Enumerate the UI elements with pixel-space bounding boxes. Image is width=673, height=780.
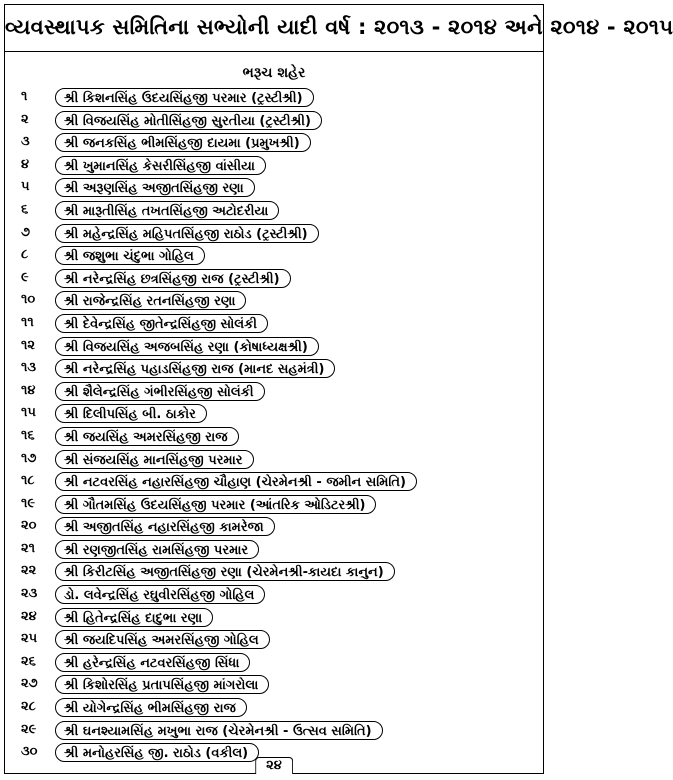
member-name: શ્રી દેવેન્દ્રસિંહ જીતેન્દ્રસિંહજી સોલંકી (55, 314, 268, 333)
member-name: શ્રી મારૂતીસિંહ તખતસિંહજી અટોદરીયા (55, 201, 279, 220)
member-name: શ્રી વિજયસિંહ અજબસિંહ રણા (કોષાધ્યક્ષશ્રી) (55, 337, 319, 356)
member-name: શ્રી અજીતસિંહ નહારસિંહજી કામરેજા (55, 517, 275, 536)
list-item (5, 245, 541, 268)
item-number: ૭ (21, 224, 31, 240)
list-item (5, 697, 541, 720)
item-number: ૩૦ (21, 744, 38, 760)
member-name: શ્રી વિજયસિંહ મોતીસિંહજી સુરતીયા (ટ્રસ્ટીશ્રી) (55, 111, 322, 130)
page-title: વ્યવસ્થાપક સમિતિના સભ્યોની યાદી વર્ષ : ૨૦૧૩ - ૨૦૧૪ અને ૨૦૧૪ - ૨૦૧૫ (5, 15, 673, 39)
list-item (5, 652, 541, 675)
item-number: ૧૭ (21, 450, 37, 466)
member-name: શ્રી નટવરસિંહ નહારસિંહજી ચૌહાણ (ચેરમેનશ્રી - જમીન સમિતિ) (55, 472, 417, 491)
item-number: ૧૯ (21, 495, 36, 511)
member-name: શ્રી જયદિપસિંહ અમરસિંહજી ગોહિલ (55, 630, 270, 649)
list-item (5, 426, 541, 449)
member-name: શ્રી રણજીતસિંહ રામસિંહજી પરમાર (55, 540, 259, 559)
list-item (5, 155, 541, 178)
list-item (5, 629, 541, 652)
list-item (5, 177, 541, 200)
list-item (5, 336, 541, 359)
item-number: ૩ (21, 134, 30, 150)
member-name: શ્રી રાજેન્દ્રસિંહ રતનસિંહજી રણા (55, 291, 246, 310)
item-number: ૧૬ (21, 427, 35, 443)
item-number: ૧૪ (21, 382, 36, 398)
item-number: ૨૩ (21, 586, 38, 602)
list-item (5, 110, 541, 133)
item-number: ૯ (21, 269, 29, 285)
list-item (5, 223, 541, 246)
list-item (5, 539, 541, 562)
item-number: ૨૬ (21, 653, 36, 669)
item-number: ૧૮ (21, 473, 35, 489)
item-number: ૧ (21, 89, 28, 104)
title-divider (5, 51, 543, 52)
list-item (5, 561, 541, 584)
item-number: ૨ (21, 111, 29, 127)
member-name: શ્રી કિશનસિંહ ઉદયસિંહજી પરમાર (ટ્રસ્ટીશ્રી) (55, 88, 314, 107)
member-name: શ્રી જયસિંહ અમરસિંહજી રાજ (55, 427, 239, 446)
item-number: ૨૧ (21, 540, 36, 556)
member-name: શ્રી કિરીટસિંહ અજીતસિંહજી રણા (ચેરમેનશ્રી-કાયદા કાનુન) (55, 562, 395, 581)
list-item (5, 607, 541, 630)
page-number: ૨૪ (255, 757, 293, 774)
member-name: શ્રી અરૂણસિંહ અજીતસિંહજી રણા (55, 178, 255, 197)
list-item (5, 132, 541, 155)
member-name: શ્રી હરેન્દ્રસિંહ નટવરસિંહજી સિંધા (55, 653, 250, 672)
list-item (5, 674, 541, 697)
item-number: ૨૨ (21, 563, 37, 579)
item-number: ૨૯ (21, 721, 37, 737)
member-name: શ્રી મહેન્દ્રસિંહ મહિપતસિંહજી રાઠોડ (ટ્રસ્ટીશ્રી) (55, 224, 319, 243)
member-name: શ્રી ખુમાનસિંહ કેસરીસિંહજી વાંસીયા (55, 156, 266, 175)
member-list (5, 87, 541, 765)
member-name: શ્રી ઘનશ્યામસિંહ મખુભા રાજ (ચેરમેનશ્રી - ઉત્સવ સમિતિ) (55, 721, 383, 740)
member-name: શ્રી કિશોરસિંહ પ્રતાપસિંહજી માંગરોલા (55, 675, 269, 694)
item-number: ૪ (21, 156, 30, 172)
item-number: ૨૪ (21, 608, 37, 624)
item-number: ૨૦ (21, 518, 37, 534)
list-item (5, 358, 541, 381)
member-name: ડો. લવેન્દ્રસિંહ રઘુવીરસિંહજી ગોહિલ (55, 585, 265, 604)
member-name: શ્રી નરેન્દ્રસિંહ પહાડસિંહજી રાજ (માનદ સહમંત્રી) (55, 359, 335, 378)
list-item (5, 87, 541, 110)
item-number: ૧૩ (21, 360, 37, 376)
list-item (5, 268, 541, 291)
item-number: ૮ (21, 247, 29, 263)
list-item (5, 449, 541, 472)
page-frame (4, 4, 673, 774)
member-name: શ્રી દિલીપસિંહ બી. ઠાકોર (55, 404, 207, 423)
item-number: ૧૨ (21, 337, 36, 353)
list-item (5, 471, 541, 494)
list-item (5, 720, 541, 743)
list-item (5, 516, 541, 539)
item-number: ૧૫ (21, 405, 36, 421)
section-heading: ભરૂચ શહેર (242, 65, 306, 81)
list-item (5, 313, 541, 336)
list-item (5, 403, 541, 426)
item-number: ૫ (21, 179, 30, 195)
list-item (5, 494, 541, 517)
member-name: શ્રી યોગેન્દ્રસિંહ ભીમસિંહજી રાજ (55, 698, 247, 717)
item-number: ૧૧ (21, 314, 34, 330)
member-name: શ્રી હિતેન્દ્રસિંહ દાદુભા રણા (55, 608, 213, 627)
item-number: ૨૭ (21, 676, 38, 692)
list-item (5, 584, 541, 607)
list-item (5, 381, 541, 404)
member-name: શ્રી જશુભા ચંદુભા ગોહિલ (55, 246, 205, 265)
list-item (5, 200, 541, 223)
member-name: શ્રી ગૌતમસિંહ ઉદયસિંહજી પરમાર (આંતરિક ઓડિટરશ્રી) (55, 495, 376, 514)
item-number: ૧૦ (21, 292, 36, 308)
member-name: શ્રી મનોહરસિંહ જી. રાઠોડ (વકીલ) (55, 743, 259, 762)
item-number: ૨૮ (21, 699, 36, 715)
item-number: ૬ (21, 201, 29, 217)
list-item (5, 290, 541, 313)
item-number: ૨૫ (21, 631, 38, 647)
member-name: શ્રી શૈલેન્દ્રસિંહ ગંભીરસિંહજી સોલંકી (55, 382, 265, 401)
member-name: શ્રી સંજયસિંહ માનસિંહજી પરમાર (55, 450, 254, 469)
member-name: શ્રી નરેન્દ્રસિંહ છત્રસિંહજી રાજ (ટ્રસ્ટીશ્રી) (55, 269, 291, 288)
member-name: શ્રી જનકસિંહ ભીમસિંહજી દાયમા (પ્રમુખશ્રી) (55, 133, 311, 152)
